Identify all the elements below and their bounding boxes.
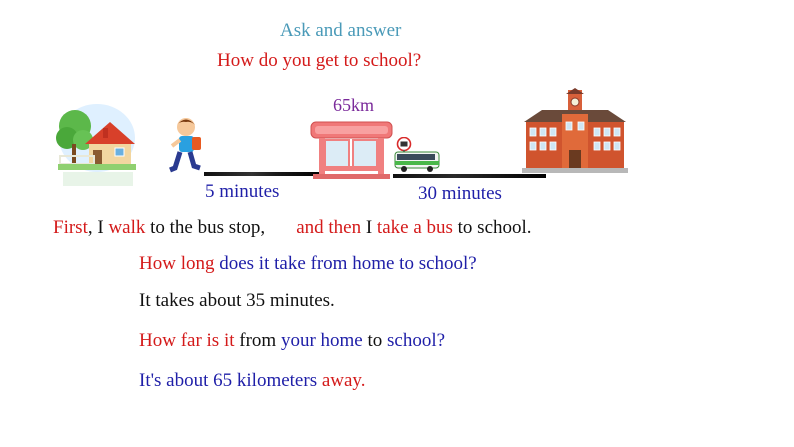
running-boy-icon xyxy=(166,116,206,176)
question-how-far xyxy=(139,330,445,352)
word-and-then: and then xyxy=(296,217,362,238)
word-how-long: How long xyxy=(139,253,215,274)
walk-duration: 5 minutes xyxy=(205,181,280,202)
house-icon xyxy=(55,98,140,193)
word-your-home: your home xyxy=(280,330,363,351)
text-to-school: to school. xyxy=(452,217,532,238)
answer-how-long: It takes about 35 minutes. xyxy=(139,290,335,311)
word-take-a-bus: take a bus xyxy=(376,217,453,238)
bus-road xyxy=(393,174,546,178)
text-i-2: I xyxy=(361,217,377,238)
text-from-home-to-school: from home to school? xyxy=(310,253,477,274)
text-does-it-take: does it take xyxy=(214,253,311,274)
word-first: First xyxy=(53,217,88,238)
bus-stop-icon xyxy=(309,120,394,180)
main-question: How do you get to school? xyxy=(217,50,422,71)
word-walk: walk xyxy=(108,217,146,238)
word-how-far: How far is it xyxy=(139,330,235,351)
distance-label: 65km xyxy=(333,95,375,115)
sentence-first-then xyxy=(53,217,532,239)
word-school: school? xyxy=(387,330,446,351)
word-away: away. xyxy=(321,370,366,391)
text-i: , I xyxy=(87,217,109,238)
text-to: to xyxy=(362,330,388,351)
text-about-65-km: It's about 65 kilometers xyxy=(139,370,322,391)
text-from: from xyxy=(234,330,281,351)
bus-duration: 30 minutes xyxy=(418,183,502,204)
slide-title: Ask and answer xyxy=(280,20,402,41)
question-how-long xyxy=(139,253,477,275)
answer-how-far xyxy=(139,370,365,392)
text-to-bus-stop: to the bus stop, xyxy=(145,217,266,238)
walk-road xyxy=(204,172,324,176)
bus-icon xyxy=(394,150,442,174)
school-building-icon xyxy=(522,88,628,174)
